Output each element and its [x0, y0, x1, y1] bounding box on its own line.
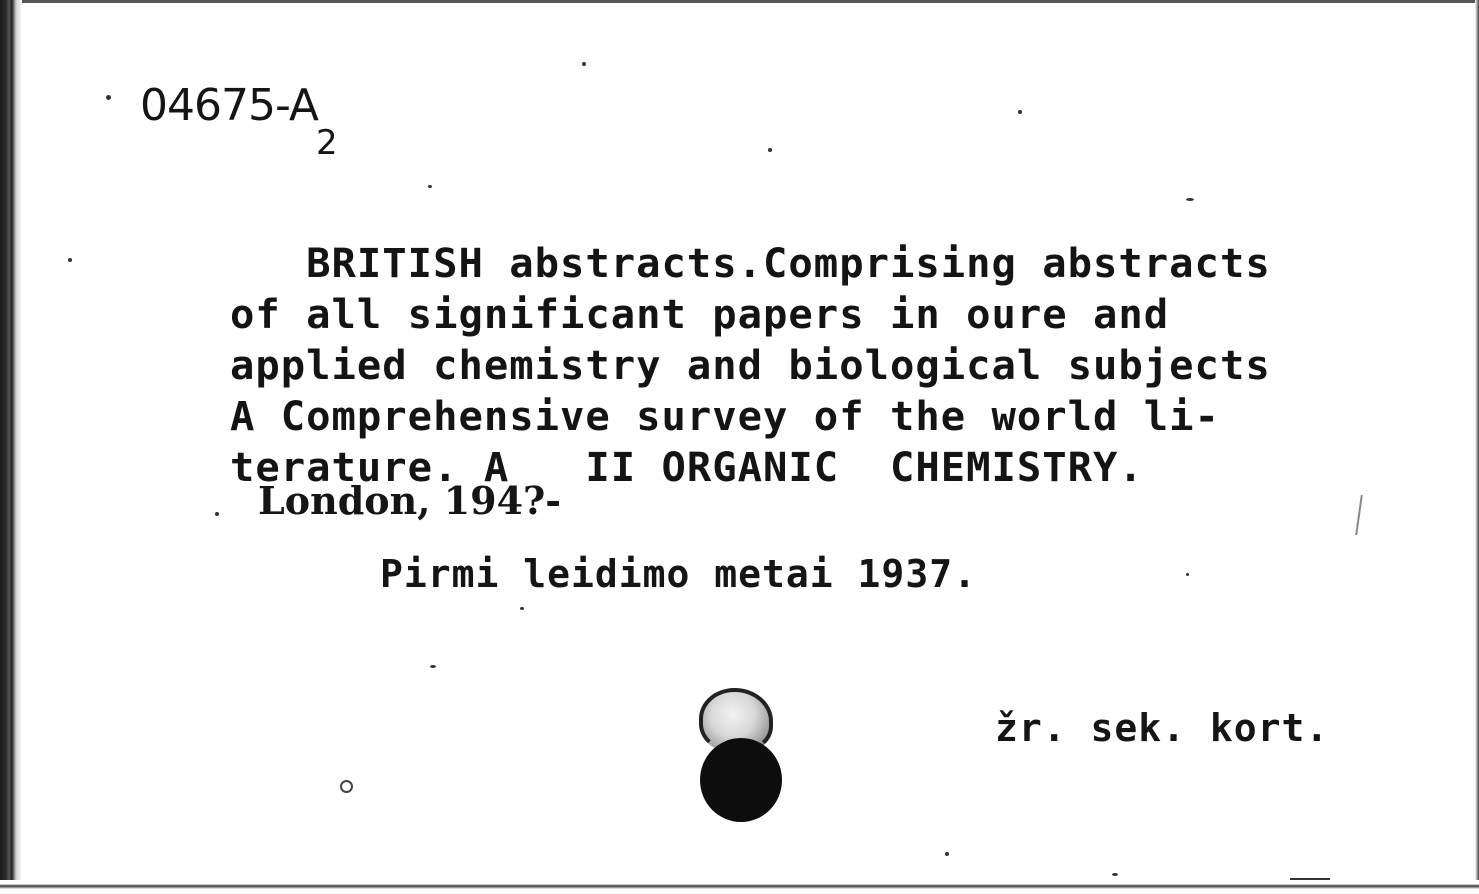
entry-line: BRITISH abstracts.Comprising abstracts — [230, 239, 1271, 287]
call-number — [140, 80, 339, 163]
speck — [340, 780, 353, 793]
speck — [1186, 198, 1194, 201]
card-top-edge — [0, 0, 1479, 3]
call-number-subscript: 2 — [315, 123, 337, 163]
speck — [106, 95, 111, 100]
speck — [1290, 878, 1330, 880]
call-number-main: 04675-A — [140, 80, 318, 131]
bibliographic-entry — [230, 238, 1475, 493]
speck — [68, 258, 72, 262]
imprint: London, 194?- — [258, 478, 562, 523]
card-right-edge — [1475, 0, 1479, 894]
entry-line: A Comprehensive survey of the world li- — [230, 392, 1220, 440]
card-bottom-edge — [0, 880, 1479, 894]
speck — [520, 607, 524, 610]
speck — [582, 62, 586, 66]
entry-line: of all significant papers in oure and — [230, 290, 1170, 338]
speck — [430, 665, 436, 668]
speck — [768, 148, 772, 152]
card-left-edge — [0, 0, 22, 894]
speck — [1186, 573, 1189, 576]
entry-line: applied chemistry and biological subjects — [230, 341, 1271, 389]
see-next-card-note: žr. sek. kort. — [995, 706, 1330, 750]
speck — [428, 185, 432, 188]
speck — [1018, 110, 1022, 114]
entry-line: terature. A II ORGANIC CHEMISTRY. — [230, 443, 1144, 491]
punch-hole — [700, 738, 782, 822]
speck — [945, 852, 949, 856]
speck — [215, 512, 219, 516]
pencil-mark — [1355, 495, 1371, 535]
first-edition-note: Pirmi leidimo metai 1937. — [380, 552, 977, 596]
speck — [1112, 873, 1118, 876]
